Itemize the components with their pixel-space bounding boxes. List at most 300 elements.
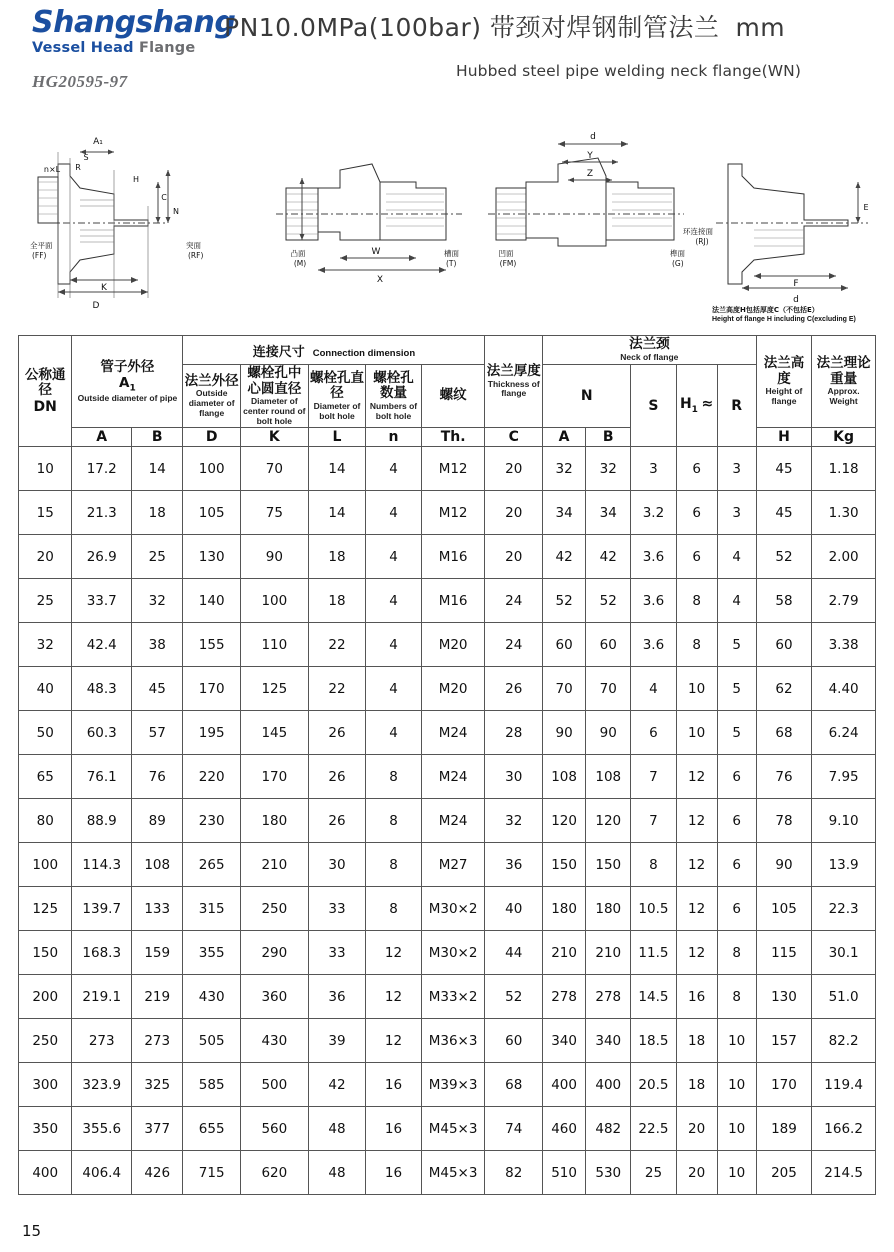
- cell-nB: 530: [586, 1151, 631, 1195]
- page-title-text: PN10.0MPa(100bar) 带颈对焊钢制管法兰: [224, 13, 720, 42]
- cell-A: 42.4: [72, 623, 132, 667]
- cell-K: 100: [240, 579, 308, 623]
- cell-Kg: 4.40: [812, 667, 876, 711]
- label-t-en: (T): [446, 259, 457, 268]
- cell-A: 76.1: [72, 755, 132, 799]
- cell-H: 105: [756, 887, 811, 931]
- cell-K: 110: [240, 623, 308, 667]
- cell-D: 655: [183, 1107, 241, 1151]
- th-pipe-od-en: Outside diameter of pipe: [77, 392, 178, 403]
- cell-H: 62: [756, 667, 811, 711]
- cell-dn: 80: [19, 799, 72, 843]
- cell-nA: 70: [543, 667, 586, 711]
- cell-n: 4: [366, 667, 421, 711]
- table-body: [19, 447, 876, 1195]
- cell-S: 8: [631, 843, 676, 887]
- cell-H1: 6: [676, 447, 717, 491]
- cell-Th: M45×3: [421, 1107, 485, 1151]
- th-neck-group: [543, 336, 757, 365]
- cell-H: 170: [756, 1063, 811, 1107]
- th-connection-en: Connection dimension: [312, 347, 416, 359]
- cell-R: 8: [717, 975, 756, 1019]
- cell-nB: 108: [586, 755, 631, 799]
- th-bolt-circle-cn: 螺栓孔中心圆直径: [247, 365, 302, 397]
- cell-D: 140: [183, 579, 241, 623]
- cell-nB: 34: [586, 491, 631, 535]
- cell-R: 6: [717, 843, 756, 887]
- th-bolt-hole-num-cn: 螺栓孔数量: [373, 369, 414, 402]
- th-height-en: Height of flange: [765, 386, 803, 407]
- cell-R: 5: [717, 667, 756, 711]
- label-g-en: (G): [672, 259, 684, 268]
- cell-Th: M30×2: [421, 887, 485, 931]
- cell-dn: 250: [19, 1019, 72, 1063]
- cell-R: 10: [717, 1063, 756, 1107]
- cell-nA: 32: [543, 447, 586, 491]
- label-rf-cn: 突面: [186, 241, 201, 250]
- label-g-cn: 榫面: [670, 249, 685, 258]
- cell-A: 26.9: [72, 535, 132, 579]
- th-neck-r-sym: R: [731, 397, 743, 414]
- sym-D: [183, 428, 241, 447]
- table-row: [19, 667, 876, 711]
- cell-K: 90: [240, 535, 308, 579]
- cell-K: 70: [240, 447, 308, 491]
- cell-Th: M16: [421, 535, 485, 579]
- cell-H: 157: [756, 1019, 811, 1063]
- table-row: [19, 535, 876, 579]
- cell-D: 100: [183, 447, 241, 491]
- table-row: [19, 711, 876, 755]
- cell-Kg: 2.79: [812, 579, 876, 623]
- th-neck-n: [543, 365, 631, 428]
- th-connection-group: [183, 336, 485, 365]
- label-rj-en: (RJ): [695, 237, 709, 246]
- cell-B: 219: [132, 975, 183, 1019]
- cell-R: 6: [717, 799, 756, 843]
- cell-A: 323.9: [72, 1063, 132, 1107]
- table-row: [19, 1151, 876, 1195]
- cell-Kg: 13.9: [812, 843, 876, 887]
- cell-dn: 40: [19, 667, 72, 711]
- cell-B: 38: [132, 623, 183, 667]
- cell-K: 210: [240, 843, 308, 887]
- drawing-note-cn: 法兰高度H包括厚度C（不包括E）: [712, 306, 819, 314]
- svg-text:C: C: [161, 193, 167, 202]
- cell-H1: 6: [676, 535, 717, 579]
- svg-text:H: H: [132, 175, 140, 184]
- cell-S: 7: [631, 755, 676, 799]
- cell-S: 3.6: [631, 535, 676, 579]
- cell-B: 18: [132, 491, 183, 535]
- cell-n: 8: [366, 799, 421, 843]
- cell-D: 220: [183, 755, 241, 799]
- cell-Kg: 7.95: [812, 755, 876, 799]
- svg-text:X: X: [376, 275, 384, 285]
- th-bolt-hole-dia: [308, 365, 366, 428]
- sym-K: [240, 428, 308, 447]
- cell-nA: 42: [543, 535, 586, 579]
- cell-dn: 400: [19, 1151, 72, 1195]
- cell-H1: 8: [676, 623, 717, 667]
- cell-R: 8: [717, 931, 756, 975]
- cell-D: 430: [183, 975, 241, 1019]
- cell-A: 21.3: [72, 491, 132, 535]
- cell-H: 90: [756, 843, 811, 887]
- cell-D: 355: [183, 931, 241, 975]
- sym-neck-A-text: A: [558, 429, 570, 446]
- sym-Kg: [812, 428, 876, 447]
- table-row: [19, 1019, 876, 1063]
- th-connection-cn: 连接尺寸: [252, 344, 305, 360]
- cell-A: 33.7: [72, 579, 132, 623]
- cell-Kg: 6.24: [812, 711, 876, 755]
- cell-S: 3.2: [631, 491, 676, 535]
- cell-dn: 200: [19, 975, 72, 1019]
- cell-nB: 150: [586, 843, 631, 887]
- cell-Th: M12: [421, 447, 485, 491]
- cell-n: 8: [366, 755, 421, 799]
- cell-dn: 65: [19, 755, 72, 799]
- cell-L: 26: [308, 799, 366, 843]
- th-bolt-hole-dia-cn: 螺栓孔直径: [310, 369, 364, 402]
- drawing-fm-g-face: [488, 132, 685, 268]
- sym-neck-B: [586, 428, 631, 447]
- cell-R: 5: [717, 711, 756, 755]
- header-row-1: [19, 336, 876, 365]
- cell-Kg: 30.1: [812, 931, 876, 975]
- label-t-cn: 槽面: [444, 249, 459, 258]
- cell-A: 17.2: [72, 447, 132, 491]
- cell-S: 22.5: [631, 1107, 676, 1151]
- label-m-en: (M): [293, 259, 307, 268]
- cell-dn: 125: [19, 887, 72, 931]
- table-row: [19, 799, 876, 843]
- cell-S: 14.5: [631, 975, 676, 1019]
- cell-A: 114.3: [72, 843, 132, 887]
- cell-Kg: 82.2: [812, 1019, 876, 1063]
- cell-K: 250: [240, 887, 308, 931]
- cell-Th: M45×3: [421, 1151, 485, 1195]
- cell-A: 355.6: [72, 1107, 132, 1151]
- cell-nB: 60: [586, 623, 631, 667]
- cell-D: 265: [183, 843, 241, 887]
- th-neck-h1-approx: ≈: [701, 396, 714, 413]
- cell-Kg: 1.18: [812, 447, 876, 491]
- th-thickness: [485, 336, 543, 428]
- table-row: [19, 931, 876, 975]
- page-title-en: Hubbed steel pipe welding neck flange(WN): [456, 61, 801, 80]
- cell-n: 12: [366, 1019, 421, 1063]
- table-row: [19, 975, 876, 1019]
- cell-H: 205: [756, 1151, 811, 1195]
- cell-L: 22: [308, 667, 366, 711]
- cell-n: 12: [366, 931, 421, 975]
- cell-L: 48: [308, 1151, 366, 1195]
- drawing-note-en: Height of flange H including C(excluding E): [712, 316, 856, 323]
- cell-H: 115: [756, 931, 811, 975]
- cell-dn: 150: [19, 931, 72, 975]
- cell-Kg: 9.10: [812, 799, 876, 843]
- cell-K: 620: [240, 1151, 308, 1195]
- cell-B: 45: [132, 667, 183, 711]
- table-row: [19, 447, 876, 491]
- svg-text:n×L: n×L: [43, 165, 61, 174]
- drawing-rj-face: [683, 164, 869, 305]
- table-row: [19, 755, 876, 799]
- cell-dn: 50: [19, 711, 72, 755]
- cell-B: 32: [132, 579, 183, 623]
- cell-nB: 70: [586, 667, 631, 711]
- cell-Th: M24: [421, 711, 485, 755]
- cell-C: 24: [485, 579, 543, 623]
- th-thread-cn: 螺纹: [439, 387, 467, 404]
- sym-th-text: Th.: [440, 429, 466, 446]
- cell-K: 500: [240, 1063, 308, 1107]
- cell-L: 33: [308, 931, 366, 975]
- th-flange-od: [183, 365, 241, 428]
- cell-dn: 32: [19, 623, 72, 667]
- th-weight-en: Approx. Weight: [827, 386, 860, 407]
- cell-D: 315: [183, 887, 241, 931]
- page-number: 15: [22, 1222, 42, 1240]
- cell-K: 125: [240, 667, 308, 711]
- cell-R: 5: [717, 623, 756, 667]
- cell-H1: 16: [676, 975, 717, 1019]
- sym-neck-B-text: B: [602, 429, 614, 446]
- th-thickness-cn: 法兰厚度: [486, 363, 541, 380]
- drawings-svg: [18, 122, 876, 327]
- svg-text:d: d: [793, 295, 799, 305]
- cell-L: 22: [308, 623, 366, 667]
- th-thickness-en: Thickness of flange: [487, 378, 540, 399]
- cell-D: 105: [183, 491, 241, 535]
- cell-n: 8: [366, 887, 421, 931]
- cell-S: 7: [631, 799, 676, 843]
- cell-L: 30: [308, 843, 366, 887]
- cell-K: 170: [240, 755, 308, 799]
- cell-B: 377: [132, 1107, 183, 1151]
- cell-dn: 350: [19, 1107, 72, 1151]
- cell-S: 11.5: [631, 931, 676, 975]
- unit-label: mm: [735, 13, 786, 42]
- table-row: [19, 579, 876, 623]
- sym-n: [366, 428, 421, 447]
- cell-L: 36: [308, 975, 366, 1019]
- cell-D: 505: [183, 1019, 241, 1063]
- cell-H1: 20: [676, 1151, 717, 1195]
- cell-H: 58: [756, 579, 811, 623]
- svg-text:R: R: [75, 163, 81, 172]
- brand-name: Shangshang: [32, 5, 236, 40]
- cell-B: 89: [132, 799, 183, 843]
- th-height: [756, 336, 811, 428]
- cell-nB: 180: [586, 887, 631, 931]
- cell-K: 360: [240, 975, 308, 1019]
- cell-Th: M16: [421, 579, 485, 623]
- cell-H1: 18: [676, 1019, 717, 1063]
- cell-H1: 12: [676, 887, 717, 931]
- cell-H1: 8: [676, 579, 717, 623]
- cell-nB: 400: [586, 1063, 631, 1107]
- cell-L: 18: [308, 579, 366, 623]
- cell-Th: M24: [421, 755, 485, 799]
- cell-C: 52: [485, 975, 543, 1019]
- cell-nA: 60: [543, 623, 586, 667]
- cell-Kg: 1.30: [812, 491, 876, 535]
- th-bolt-hole-num: [366, 365, 421, 428]
- cell-Kg: 119.4: [812, 1063, 876, 1107]
- cell-n: 4: [366, 491, 421, 535]
- cell-A: 406.4: [72, 1151, 132, 1195]
- cell-B: 273: [132, 1019, 183, 1063]
- th-height-cn: 法兰高度: [763, 355, 805, 387]
- cell-dn: 20: [19, 535, 72, 579]
- cell-Th: M30×2: [421, 931, 485, 975]
- svg-text:D: D: [92, 301, 100, 311]
- technical-drawings: [18, 122, 876, 327]
- cell-Th: M12: [421, 491, 485, 535]
- cell-H1: 12: [676, 799, 717, 843]
- cell-B: 133: [132, 887, 183, 931]
- cell-Th: M24: [421, 799, 485, 843]
- cell-nA: 340: [543, 1019, 586, 1063]
- cell-Kg: 166.2: [812, 1107, 876, 1151]
- cell-nA: 278: [543, 975, 586, 1019]
- svg-text:A₁: A₁: [93, 137, 103, 147]
- cell-H: 78: [756, 799, 811, 843]
- cell-Th: M20: [421, 667, 485, 711]
- sym-Kg-text: Kg: [833, 429, 855, 446]
- th-neck-en: Neck of flange: [620, 351, 679, 362]
- sym-H: [756, 428, 811, 447]
- cell-nA: 180: [543, 887, 586, 931]
- svg-text:Y: Y: [587, 151, 593, 161]
- cell-L: 14: [308, 447, 366, 491]
- cell-Kg: 22.3: [812, 887, 876, 931]
- cell-L: 18: [308, 535, 366, 579]
- cell-nB: 278: [586, 975, 631, 1019]
- cell-R: 6: [717, 887, 756, 931]
- cell-S: 4: [631, 667, 676, 711]
- cell-L: 14: [308, 491, 366, 535]
- th-pipe-od-sym: $A_1$: [119, 374, 136, 394]
- cell-K: 560: [240, 1107, 308, 1151]
- cell-S: 25: [631, 1151, 676, 1195]
- cell-R: 4: [717, 579, 756, 623]
- cell-n: 4: [366, 535, 421, 579]
- brand-block: [18, 5, 236, 92]
- th-bolt-circle-en: Diameter of center round of bolt hole: [243, 396, 306, 426]
- sym-C: [485, 428, 543, 447]
- cell-D: 715: [183, 1151, 241, 1195]
- cell-B: 426: [132, 1151, 183, 1195]
- cell-nB: 210: [586, 931, 631, 975]
- cell-B: 25: [132, 535, 183, 579]
- cell-H1: 10: [676, 667, 717, 711]
- cell-nA: 120: [543, 799, 586, 843]
- cell-R: 6: [717, 755, 756, 799]
- th-neck-n-sym: N: [580, 388, 593, 405]
- cell-H: 76: [756, 755, 811, 799]
- label-rf-en: (RF): [188, 251, 204, 260]
- table-row: [19, 623, 876, 667]
- cell-H: 68: [756, 711, 811, 755]
- cell-L: 48: [308, 1107, 366, 1151]
- cell-C: 44: [485, 931, 543, 975]
- cell-nA: 210: [543, 931, 586, 975]
- cell-D: 585: [183, 1063, 241, 1107]
- cell-nB: 482: [586, 1107, 631, 1151]
- cell-C: 40: [485, 887, 543, 931]
- cell-A: 273: [72, 1019, 132, 1063]
- cell-n: 16: [366, 1151, 421, 1195]
- th-neck-h1: [676, 365, 717, 447]
- flange-spec-table: [18, 335, 876, 1195]
- cell-D: 195: [183, 711, 241, 755]
- cell-Th: M36×3: [421, 1019, 485, 1063]
- th-neck-cn: 法兰颈: [629, 336, 670, 353]
- label-ff-en: (FF): [32, 251, 47, 260]
- cell-H: 52: [756, 535, 811, 579]
- cell-n: 4: [366, 623, 421, 667]
- cell-B: 76: [132, 755, 183, 799]
- cell-D: 130: [183, 535, 241, 579]
- cell-R: 3: [717, 447, 756, 491]
- brand-tagline: [32, 41, 218, 56]
- cell-R: 3: [717, 491, 756, 535]
- th-pipe-od-cn: 管子外径: [100, 359, 155, 375]
- cell-H1: 20: [676, 1107, 717, 1151]
- cell-n: 4: [366, 447, 421, 491]
- table-row: [19, 843, 876, 887]
- title-block: [218, 8, 876, 80]
- cell-L: 42: [308, 1063, 366, 1107]
- th-flange-od-cn: 法兰外径: [184, 372, 239, 389]
- th-weight: [812, 336, 876, 428]
- cell-H: 130: [756, 975, 811, 1019]
- standard-code: HG20595-97: [32, 71, 128, 91]
- cell-nB: 340: [586, 1019, 631, 1063]
- cell-B: 108: [132, 843, 183, 887]
- cell-L: 39: [308, 1019, 366, 1063]
- cell-A: 60.3: [72, 711, 132, 755]
- th-neck-r: [717, 365, 756, 447]
- cell-L: 26: [308, 755, 366, 799]
- cell-Kg: 214.5: [812, 1151, 876, 1195]
- cell-R: 10: [717, 1107, 756, 1151]
- svg-text:F: F: [793, 279, 799, 289]
- sym-H-text: H: [778, 429, 790, 446]
- th-dn-sym: DN: [33, 398, 57, 415]
- cell-H: 45: [756, 447, 811, 491]
- cell-n: 8: [366, 843, 421, 887]
- cell-n: 16: [366, 1107, 421, 1151]
- cell-Kg: 51.0: [812, 975, 876, 1019]
- sym-A: [72, 428, 132, 447]
- cell-dn: 300: [19, 1063, 72, 1107]
- cell-C: 82: [485, 1151, 543, 1195]
- cell-L: 33: [308, 887, 366, 931]
- cell-n: 12: [366, 975, 421, 1019]
- cell-S: 6: [631, 711, 676, 755]
- cell-C: 20: [485, 491, 543, 535]
- cell-K: 180: [240, 799, 308, 843]
- cell-K: 290: [240, 931, 308, 975]
- cell-H1: 12: [676, 931, 717, 975]
- cell-nA: 400: [543, 1063, 586, 1107]
- brand-tagline-flange: Flange: [138, 40, 196, 56]
